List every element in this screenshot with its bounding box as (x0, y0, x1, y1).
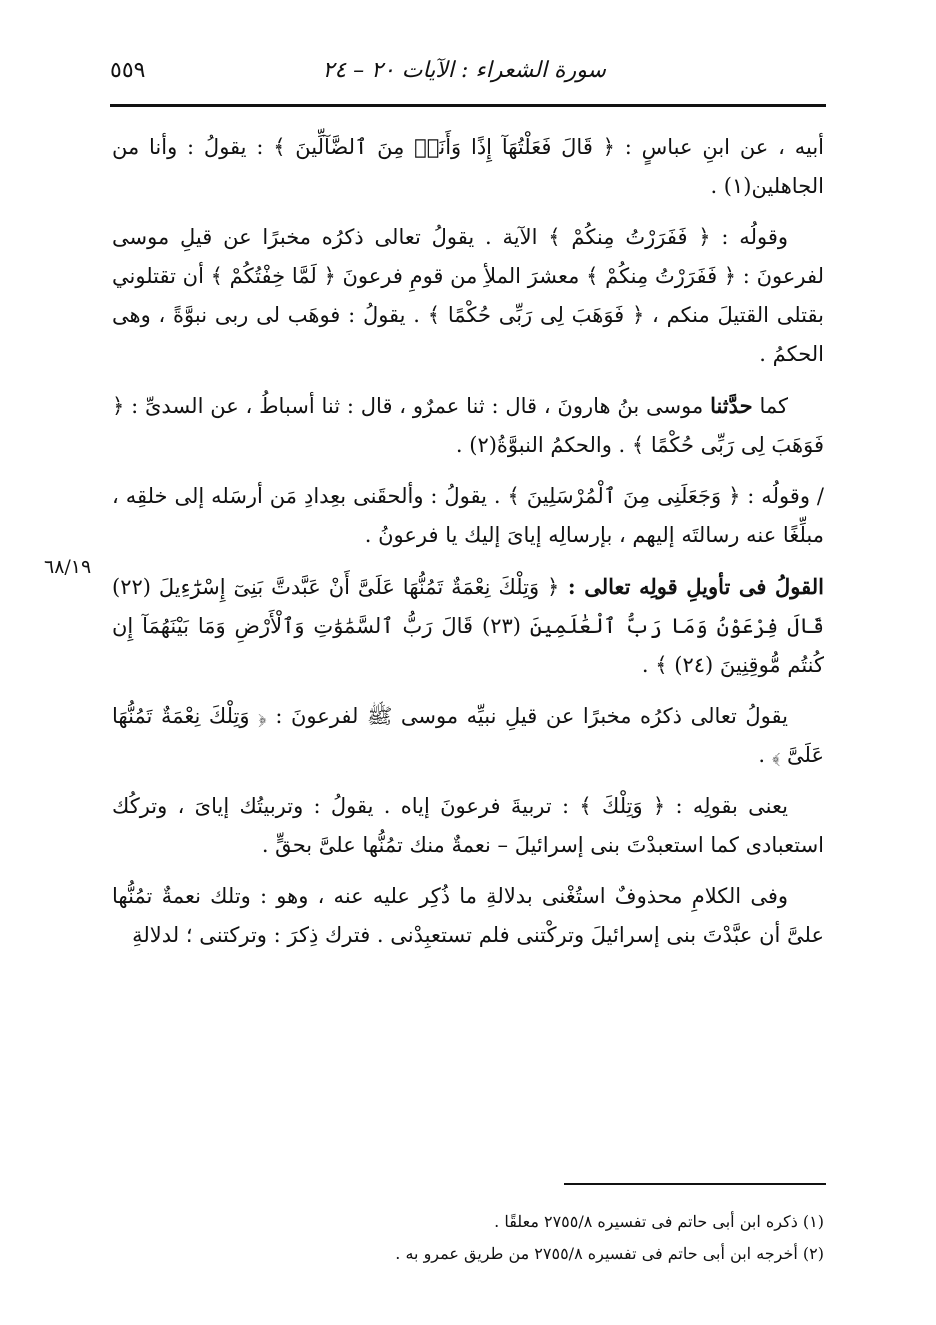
paragraph-text: يعنى بقولِه : ﴿ وَتِلْكَ ﴾ : تربيةَ فرعونَ إياه . يقولُ : وتربيتُك إياىَ ، وتركُك استعبادى كما استعبدْتَ بنى إسرائيلَ – نعمةٌ منك تمُنُّها علىَّ بحقٍّ . (112, 794, 824, 857)
footnote-rule (564, 1183, 826, 1185)
page-number: ٥٥٩ (110, 58, 146, 83)
paragraph (112, 218, 824, 374)
paragraph-text: ﴿ وَتِلْكَ نِعْمَةٌ تَمُنُّهَا عَلَىَّ أَنْ عَبَّدتَّ بَنِىٓ إِسْرَٰٓءِيلَ (٢٢) قَالَ فِرْعَوْنُ وَمَا رَبُّ ٱلْعَٰلَمِينَ (٢٣) قَالَ رَبُّ ٱلسَّمَٰوَٰتِ وَٱلْأَرْضِ وَمَا بَيْنَهُمَآ إِن كُنتُم مُّوقِنِينَ (٢٤) ﴾ . (112, 575, 824, 677)
paragraph (112, 477, 824, 555)
paragraph (112, 787, 824, 865)
body-text (112, 128, 824, 967)
paragraph (112, 877, 824, 955)
paragraph-text: / وقولُه : ﴿ وَجَعَلَنِى مِنَ ٱلْمُرْسَلِينَ ﴾ . يقولُ : وألحقَنى بعِدادِ مَن أرسَله إلى خلقِه ، مبلِّغًا عنه رسالتَه إليهم ، بإرسالِه إياىَ إليك يا فرعونُ . (112, 484, 824, 547)
section-heading: القولُ فى تأويلِ قولِه تعالى : (559, 574, 824, 599)
paragraph (112, 567, 824, 685)
paragraph (112, 697, 824, 775)
paragraph (112, 386, 824, 465)
paragraph (112, 128, 824, 206)
running-title: سورة الشعراء : الآيات ٢٠ – ٢٤ (322, 58, 606, 83)
footnotes (112, 1206, 824, 1270)
paragraph-text: وفى الكلامِ محذوفٌ استُغْنى بدلالةِ ما ذُكِر عليه عنه ، وهو : وتلك نعمةٌ تمُنُّها علىَّ أن عبَّدْتَ بنى إسرائيلَ وتركْتنى فلم تستعبِدْنى . فترك ذِكرَ : وتركتنى ؛ لدلالةِ (112, 884, 824, 947)
page-header (110, 56, 826, 92)
paragraph-text: وقولُه : ﴿ فَفَرَرْتُ مِنكُمْ ﴾ الآية . يقولُ تعالى ذكرُه مخبرًا عن قيلِ موسى لفرعونَ : ﴿ فَفَرَرْتُ مِنكُمْ ﴾ معشرَ الملأِ من قومِ فرعونَ ﴿ لَمَّا خِفْتُكُمْ ﴾ أن تقتلوني بقتلى القتيلَ منكم ، ﴿ فَوَهَبَ لِى رَبِّى حُكْمًا ﴾ . يقولُ : فوهَب لى ربى نبوَّةً ، وهى الحكمُ . (112, 225, 824, 366)
paragraph-text: أبيه ، عن ابنِ عباسٍ : ﴿ قَالَ فَعَلْتُهَآ إِذًا وَأَنَا۠ مِنَ ٱلضَّآلِّينَ ﴾ : يقولُ : وأنا من الجاهلين(١) . (112, 135, 824, 198)
paragraph-text: موسى بنُ هارونَ ، قال : ثنا عمرٌو ، قال : ثنا أسباطُ ، عن السدىِّ : ﴿ فَوَهَبَ لِى رَبِّى حُكْمًا ﴾ . والحكمُ النبوَّةُ(٢) . (112, 394, 824, 457)
paragraph-lead: كما (752, 394, 788, 418)
header-rule (110, 104, 826, 107)
paragraph-text: يقولُ تعالى ذكرُه مخبرًا عن قيلِ نبيِّه موسى ﷺ لفرعونَ : ﴿ وَتِلْكَ نِعْمَةٌ تَمُنُّهَا عَلَىَّ ﴾ . (112, 704, 824, 767)
footnote: (٢) أخرجه ابن أبى حاتم فى تفسيره ٢٧٥٥/٨ من طريق عمرو به . (395, 1244, 824, 1263)
margin-reference: ٦٨/١٩ (44, 556, 92, 578)
paragraph-lead-bold: حدَّثنا (710, 393, 753, 418)
footnote: (١) ذكره ابن أبى حاتم فى تفسيره ٢٧٥٥/٨ معلقًا . (494, 1212, 824, 1231)
